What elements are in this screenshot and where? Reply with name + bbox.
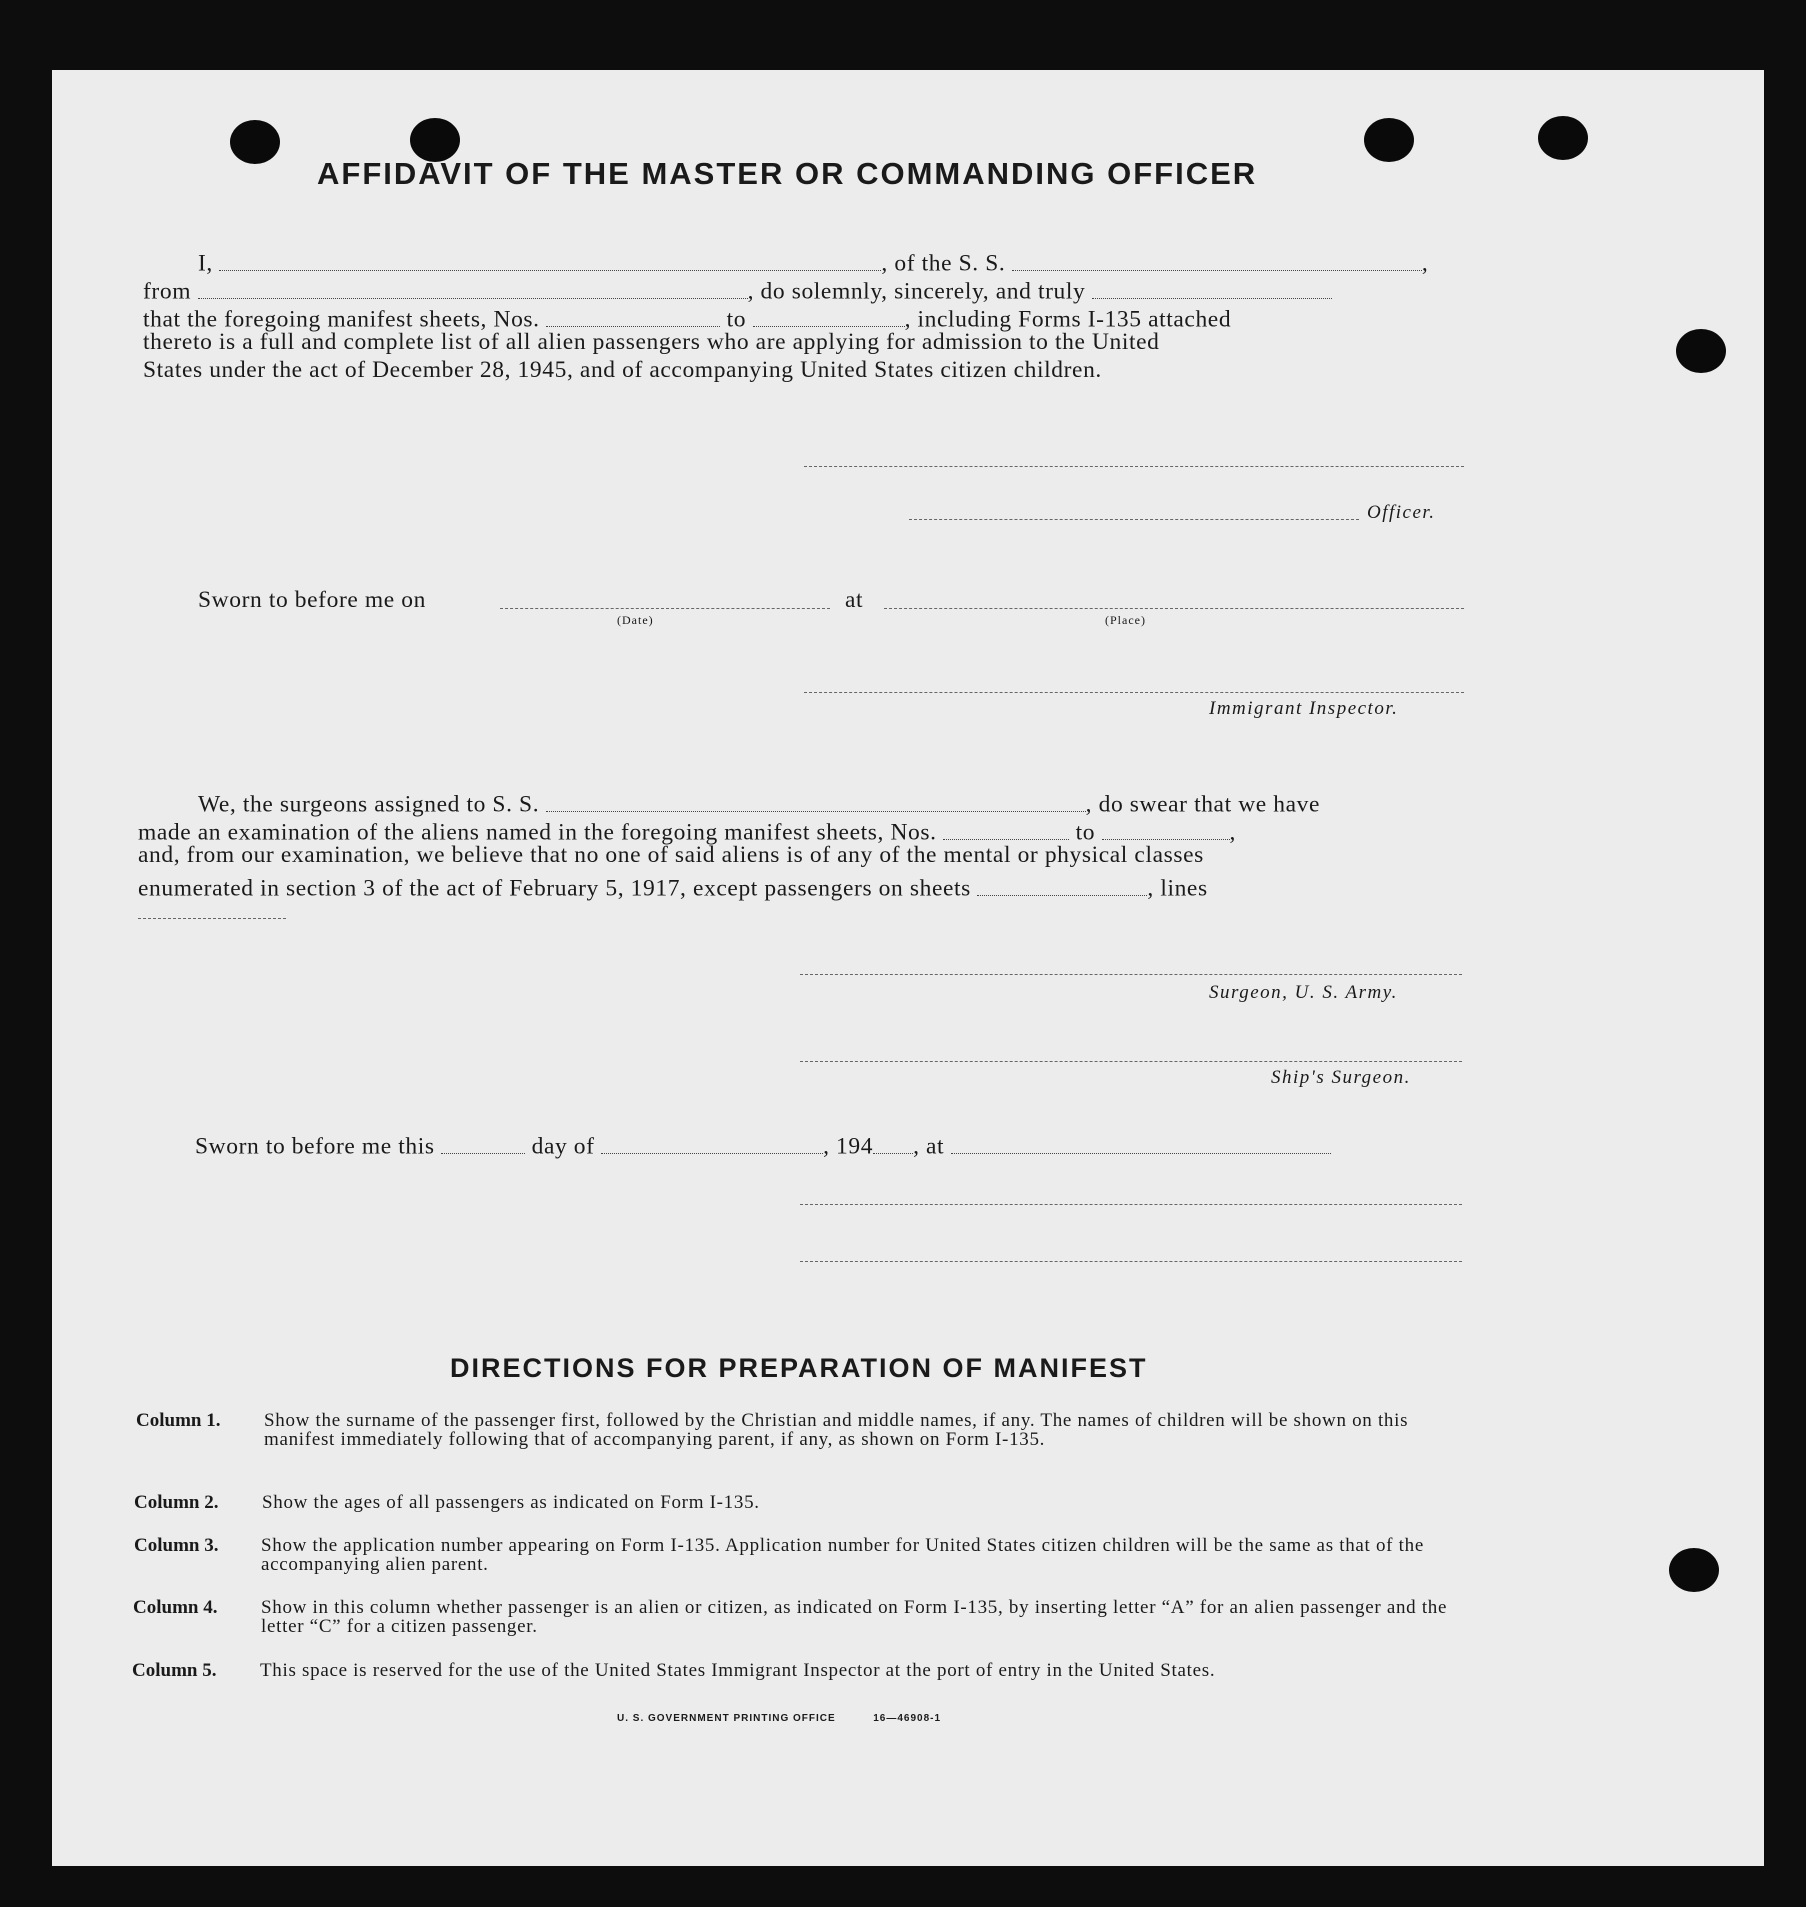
sheet-from-field[interactable] [546, 301, 720, 327]
page-title: AFFIDAVIT OF THE MASTER OR COMMANDING OFFICER [317, 156, 1258, 191]
sworn-date-field[interactable] [500, 608, 830, 609]
ship-surgeon-label: Ship's Surgeon. [1271, 1067, 1411, 1088]
direction-text: Show the ages of all passengers as indicated on Form I-135. [262, 1492, 760, 1513]
officer-label: Officer. [1367, 502, 1436, 523]
direction-text: Show the application number appearing on Form I-135. Application number for United States citizen children will be the same as that of the accompanying alien parent. [261, 1535, 1424, 1575]
surgeons-line-4: enumerated in section 3 of the act of February 5, 1917, except passengers on sheets , lines [138, 870, 1208, 903]
inspector-label: Immigrant Inspector. [1209, 698, 1399, 719]
affidavit-line-3: that the foregoing manifest sheets, Nos. to , including Forms I-135 attached [143, 301, 1231, 334]
surgeons-line-3: and, from our examination, we believe that no one of said aliens is of any of the mental or physical classes [138, 842, 1204, 868]
direction-label: Column 5. [132, 1660, 217, 1681]
sheet-to-field[interactable] [753, 301, 905, 327]
army-surgeon-signature-line[interactable] [800, 974, 1462, 975]
sworn-place-2-field[interactable] [951, 1128, 1331, 1154]
officer-signature-line[interactable] [804, 466, 1464, 467]
punch-hole [1538, 116, 1588, 160]
day-field[interactable] [441, 1128, 525, 1154]
lines-field[interactable] [138, 918, 286, 919]
ship-surgeon-signature-line[interactable] [800, 1061, 1462, 1062]
sworn-at-label: at [845, 587, 864, 613]
direction-label: Column 2. [134, 1492, 219, 1513]
year-field[interactable] [873, 1128, 913, 1154]
affidavit-line-1: I, , of the S. S. , [198, 245, 1428, 278]
direction-text: Show the surname of the passenger first, followed by the Christian and middle names, if any. The names of children will be shown on this manifest immediately following that of accompanying parent, if any, as shown on Form I-135. [264, 1410, 1409, 1450]
punch-hole [1676, 329, 1726, 373]
surgeons-line-1: We, the surgeons assigned to S. S. , do swear that we have [198, 786, 1320, 819]
truly-field[interactable] [1092, 273, 1332, 299]
affidavit-line-4: thereto is a full and complete list of all alien passengers who are applying for admission to the United [143, 329, 1160, 355]
except-sheets-field[interactable] [977, 870, 1147, 896]
place-caption: (Place) [1105, 613, 1146, 627]
inspector-signature-line[interactable] [804, 692, 1464, 693]
direction-label: Column 4. [133, 1597, 218, 1618]
affidavit-line-5: States under the act of December 28, 1945, and of accompanying United States citizen children. [143, 357, 1102, 383]
ship-field[interactable] [1012, 245, 1422, 271]
direction-text: This space is reserved for the use of the United States Immigrant Inspector at the port of entry in the United States. [260, 1660, 1216, 1681]
printer-imprint: U. S. GOVERNMENT PRINTING OFFICE 16—46908-1 [617, 1713, 942, 1724]
sworn-place-field[interactable] [884, 608, 1464, 609]
official-signature-line[interactable] [800, 1204, 1462, 1205]
date-caption: (Date) [617, 613, 654, 627]
sworn-on-label: Sworn to before me on [198, 587, 426, 613]
punch-hole [230, 120, 280, 164]
punch-hole [1364, 118, 1414, 162]
exam-sheet-from-field[interactable] [943, 814, 1069, 840]
name-field[interactable] [219, 245, 881, 271]
direction-label: Column 1. [136, 1410, 221, 1431]
exam-sheet-to-field[interactable] [1102, 814, 1230, 840]
officer-title-line[interactable] [909, 519, 1359, 520]
month-field[interactable] [601, 1128, 823, 1154]
sworn-this-line: Sworn to before me this day of , 194 , at [195, 1128, 1331, 1161]
army-surgeon-label: Surgeon, U. S. Army. [1209, 982, 1398, 1003]
directions-title: DIRECTIONS FOR PREPARATION OF MANIFEST [450, 1353, 1148, 1383]
surgeons-line-2: made an examination of the aliens named in the foregoing manifest sheets, Nos. to , [138, 814, 1236, 847]
official-title-line[interactable] [800, 1261, 1462, 1262]
form-sheet [52, 70, 1764, 1866]
direction-text: Show in this column whether passenger is an alien or citizen, as indicated on Form I-135, by inserting letter “A” for an alien passenger and the letter “C” for a citizen passenger. [261, 1597, 1448, 1637]
affidavit-line-2: from , do solemnly, sincerely, and truly [143, 273, 1332, 306]
punch-hole [1669, 1548, 1719, 1592]
surgeons-ship-field[interactable] [546, 786, 1086, 812]
from-field[interactable] [198, 273, 748, 299]
direction-label: Column 3. [134, 1535, 219, 1556]
